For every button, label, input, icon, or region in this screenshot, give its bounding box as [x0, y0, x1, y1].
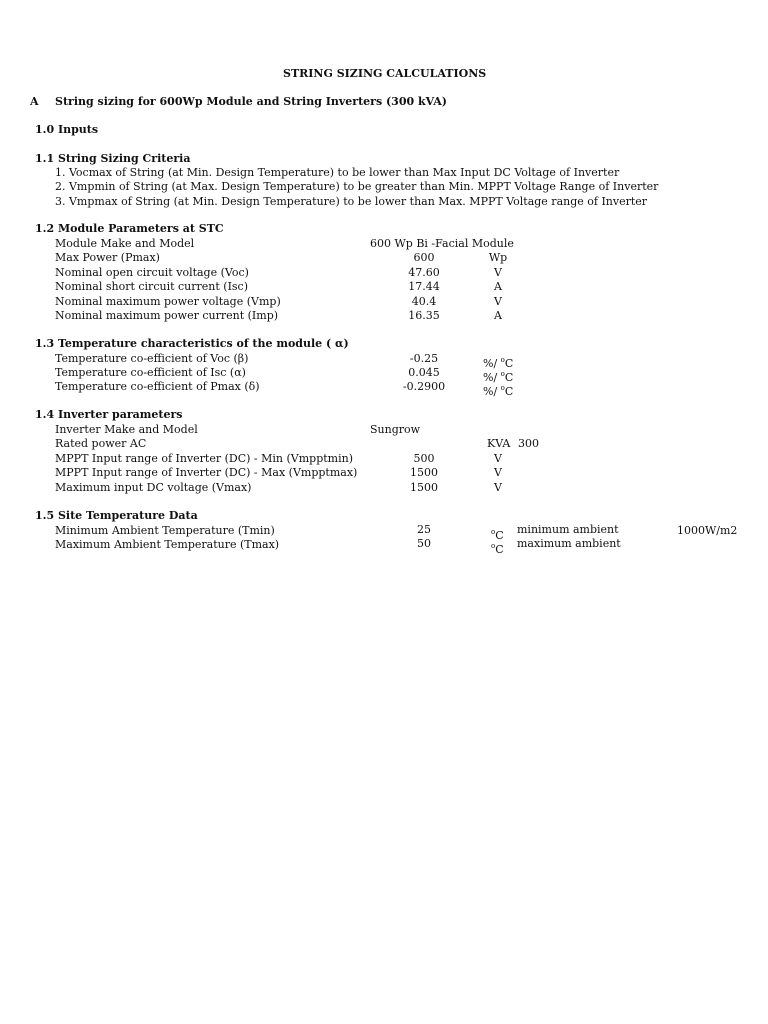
module-row-unit: A — [494, 309, 502, 322]
inverter-row-unit: V — [494, 466, 502, 479]
temperature-heading: 1.3 Temperature characteristics of the module ( α) — [35, 337, 349, 350]
site-row-note: minimum ambient — [517, 523, 619, 536]
site-row-note: maximum ambient — [517, 537, 621, 550]
temp-row-value: -0.2900 — [402, 380, 446, 393]
inverter-make-value: Sungrow — [370, 423, 421, 436]
module-row-label: Max Power (Pmax) — [55, 251, 160, 264]
temp-row-unit: %/ $^o$C — [483, 384, 514, 398]
module-heading: 1.2 Module Parameters at STC — [35, 222, 224, 235]
inverter-row-value: 500 — [413, 452, 435, 465]
module-row-value: 47.60 — [408, 266, 440, 279]
section-heading: String sizing for 600Wp Module and String Inverters (300 kVA) — [55, 95, 447, 108]
inverter-row-unit: V — [494, 481, 502, 494]
module-row-label: Nominal maximum power current (Imp) — [55, 309, 279, 322]
criteria-item: 3. Vmpmax of String (at Min. Design Temperature) to be lower than Max. MPPT Voltage range of Inverter — [55, 195, 648, 208]
criteria-item: 1. Vocmax of String (at Min. Design Temperature) to be lower than Max Input DC Voltage of Inverter — [55, 166, 620, 179]
temp-row-unit: %/ $^o$C — [483, 356, 514, 370]
site-row-value: 50 — [417, 537, 431, 550]
inverter-row-value: 1500 — [410, 466, 438, 479]
module-row-value: 600 Wp Bi -Facial Module — [370, 237, 514, 250]
module-row-value: 600 — [413, 251, 435, 264]
inverter-rated-value: 300 — [518, 437, 539, 450]
inverter-rated-label: Rated power AC — [55, 437, 147, 450]
inverter-row-label: MPPT Input range of Inverter (DC) - Min (Vmpptmin) — [55, 452, 353, 465]
temp-row-unit: %/ $^o$C — [483, 370, 514, 384]
criteria-item: 2. Vmpmin of String (at Max. Design Temperature) to be greater than Min. MPPT Voltage Range of Inverter — [55, 180, 659, 193]
inverter-row-unit: V — [494, 452, 502, 465]
module-row-unit: Wp — [488, 251, 508, 264]
inputs-heading: 1.0 Inputs — [35, 123, 99, 136]
inverter-row-label: MPPT Input range of Inverter (DC) - Max (Vmpptmax) — [55, 466, 358, 479]
module-row-label: Nominal open circuit voltage (Voc) — [55, 266, 249, 279]
temp-row-label: Temperature co-efficient of Isc (α) — [55, 366, 246, 379]
module-row-value: 17.44 — [408, 280, 440, 293]
document-title: STRING SIZING CALCULATIONS — [283, 67, 487, 80]
inverter-rated-unit: KVA — [487, 437, 511, 450]
criteria-heading: 1.1 String Sizing Criteria — [35, 152, 191, 165]
inverter-row-value: 1500 — [410, 481, 438, 494]
module-row-unit: V — [494, 266, 502, 279]
module-row-value: 16.35 — [408, 309, 440, 322]
site-row-label: Minimum Ambient Temperature (Tmin) — [55, 524, 275, 537]
module-row-unit: A — [494, 280, 502, 293]
inverter-heading: 1.4 Inverter parameters — [35, 408, 183, 421]
module-row-label: Module Make and Model — [55, 237, 195, 250]
temp-row-label: Temperature co-efficient of Pmax (δ) — [55, 380, 260, 393]
module-row-label: Nominal short circuit current (Isc) — [55, 280, 249, 293]
module-row-label: Nominal maximum power voltage (Vmp) — [55, 295, 281, 308]
site-heading: 1.5 Site Temperature Data — [35, 509, 198, 522]
site-row-label: Maximum Ambient Temperature (Tmax) — [55, 538, 280, 551]
module-row-unit: V — [494, 295, 502, 308]
temp-row-value: 0.045 — [408, 366, 440, 379]
temp-row-value: -0.25 — [409, 352, 439, 365]
site-row-value: 25 — [417, 523, 431, 536]
site-row-unit: $^o$C — [491, 528, 504, 542]
module-row-value: 40.4 — [411, 295, 437, 308]
temp-row-label: Temperature co-efficient of Voc (β) — [55, 352, 249, 365]
site-row-extra: 1000W/m2 — [677, 524, 738, 537]
inverter-make-label: Inverter Make and Model — [55, 423, 198, 436]
site-row-unit: $^o$C — [491, 542, 504, 556]
section-letter: A — [30, 95, 39, 108]
inverter-row-label: Maximum input DC voltage (Vmax) — [55, 481, 252, 494]
